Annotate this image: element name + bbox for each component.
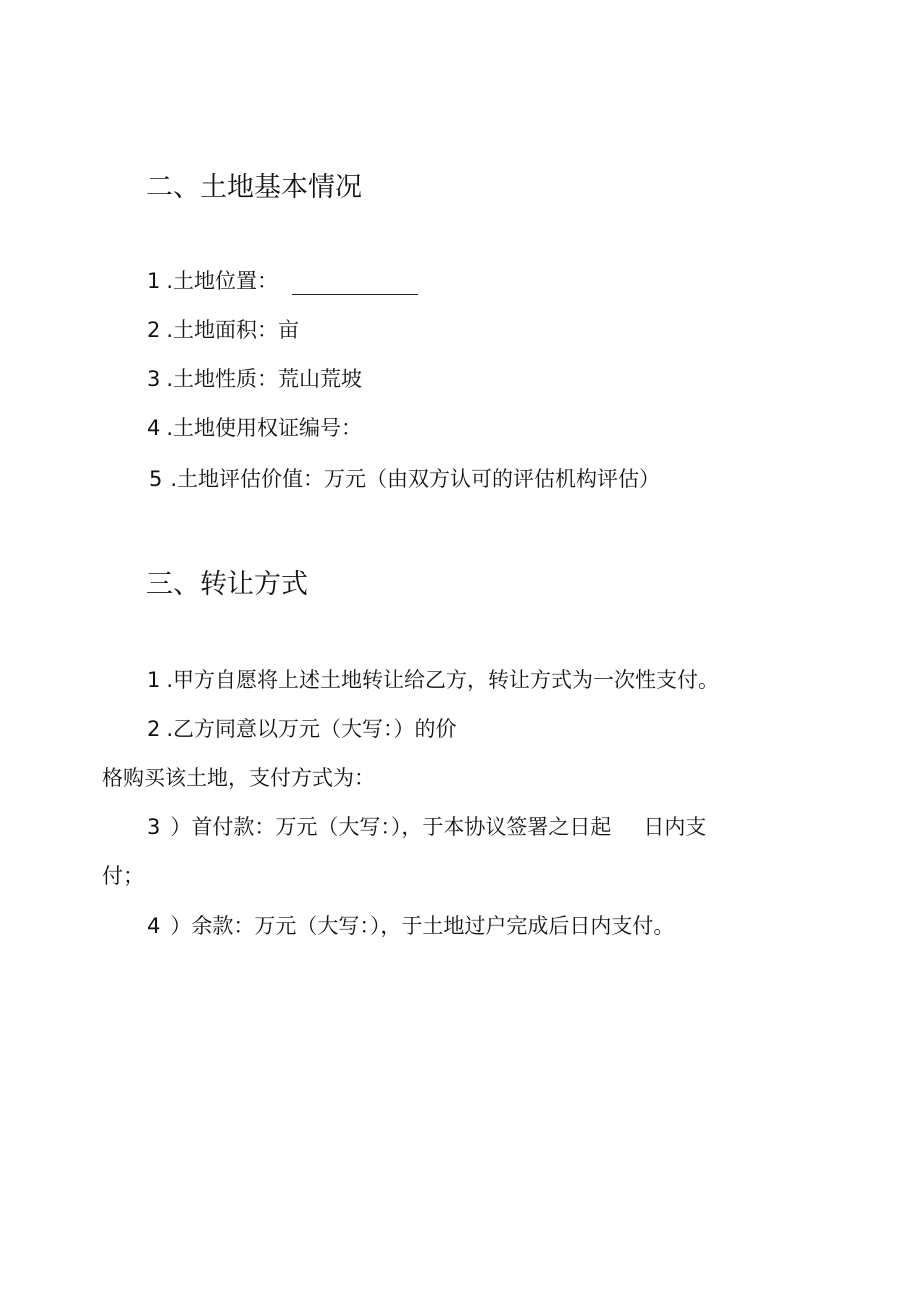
list-item-land-valuation	[149, 465, 660, 493]
item-text: .土地使用权证编号：	[166, 416, 363, 440]
item-number: 3	[147, 367, 161, 391]
fill-in-blank-underline	[292, 272, 418, 295]
list-item-land-location	[147, 267, 418, 295]
list-item-land-nature	[147, 365, 362, 393]
item-number: 3	[147, 815, 161, 839]
list-item-land-area	[147, 316, 299, 344]
list-item-down-payment	[147, 813, 706, 841]
list-item-transfer-consent	[147, 666, 719, 694]
list-item-certificate-number	[147, 414, 362, 442]
item-number: 1	[147, 269, 161, 293]
item-number: 4	[147, 914, 161, 938]
item-text: .甲方自愿将上述土地转让给乙方，转让方式为一次性支付。	[166, 668, 720, 692]
list-item-balance-payment	[147, 912, 674, 940]
item-number: 2	[147, 717, 161, 741]
item-text: .土地评估价值：万元（由双方认可的评估机构评估）	[170, 467, 661, 491]
list-item-purchase-price-continued: 格购买该土地，支付方式为：	[102, 766, 375, 790]
section-heading-land-info: 二、土地基本情况	[146, 172, 362, 203]
item-number: 4	[147, 416, 161, 440]
item-number: 5	[149, 467, 163, 491]
section-heading-transfer-method: 三、转让方式	[146, 569, 308, 600]
item-text-tail: 日内支	[643, 815, 707, 839]
item-text: ）余款：万元（大写：），于土地过户完成后日内支付。	[170, 914, 675, 938]
item-text: .乙方同意以万元（大写：）的价	[166, 717, 457, 741]
list-item-down-payment-continued: 付；	[102, 864, 144, 888]
list-item-purchase-price	[147, 715, 457, 743]
item-text: .土地性质：荒山荒坡	[166, 367, 363, 391]
item-number: 1	[147, 668, 161, 692]
item-number: 2	[147, 318, 161, 342]
item-text: .土地位置：	[166, 269, 279, 293]
item-text: ）首付款：万元（大写：），于本协议签署之日起	[170, 815, 612, 839]
item-text: .土地面积：亩	[166, 318, 300, 342]
